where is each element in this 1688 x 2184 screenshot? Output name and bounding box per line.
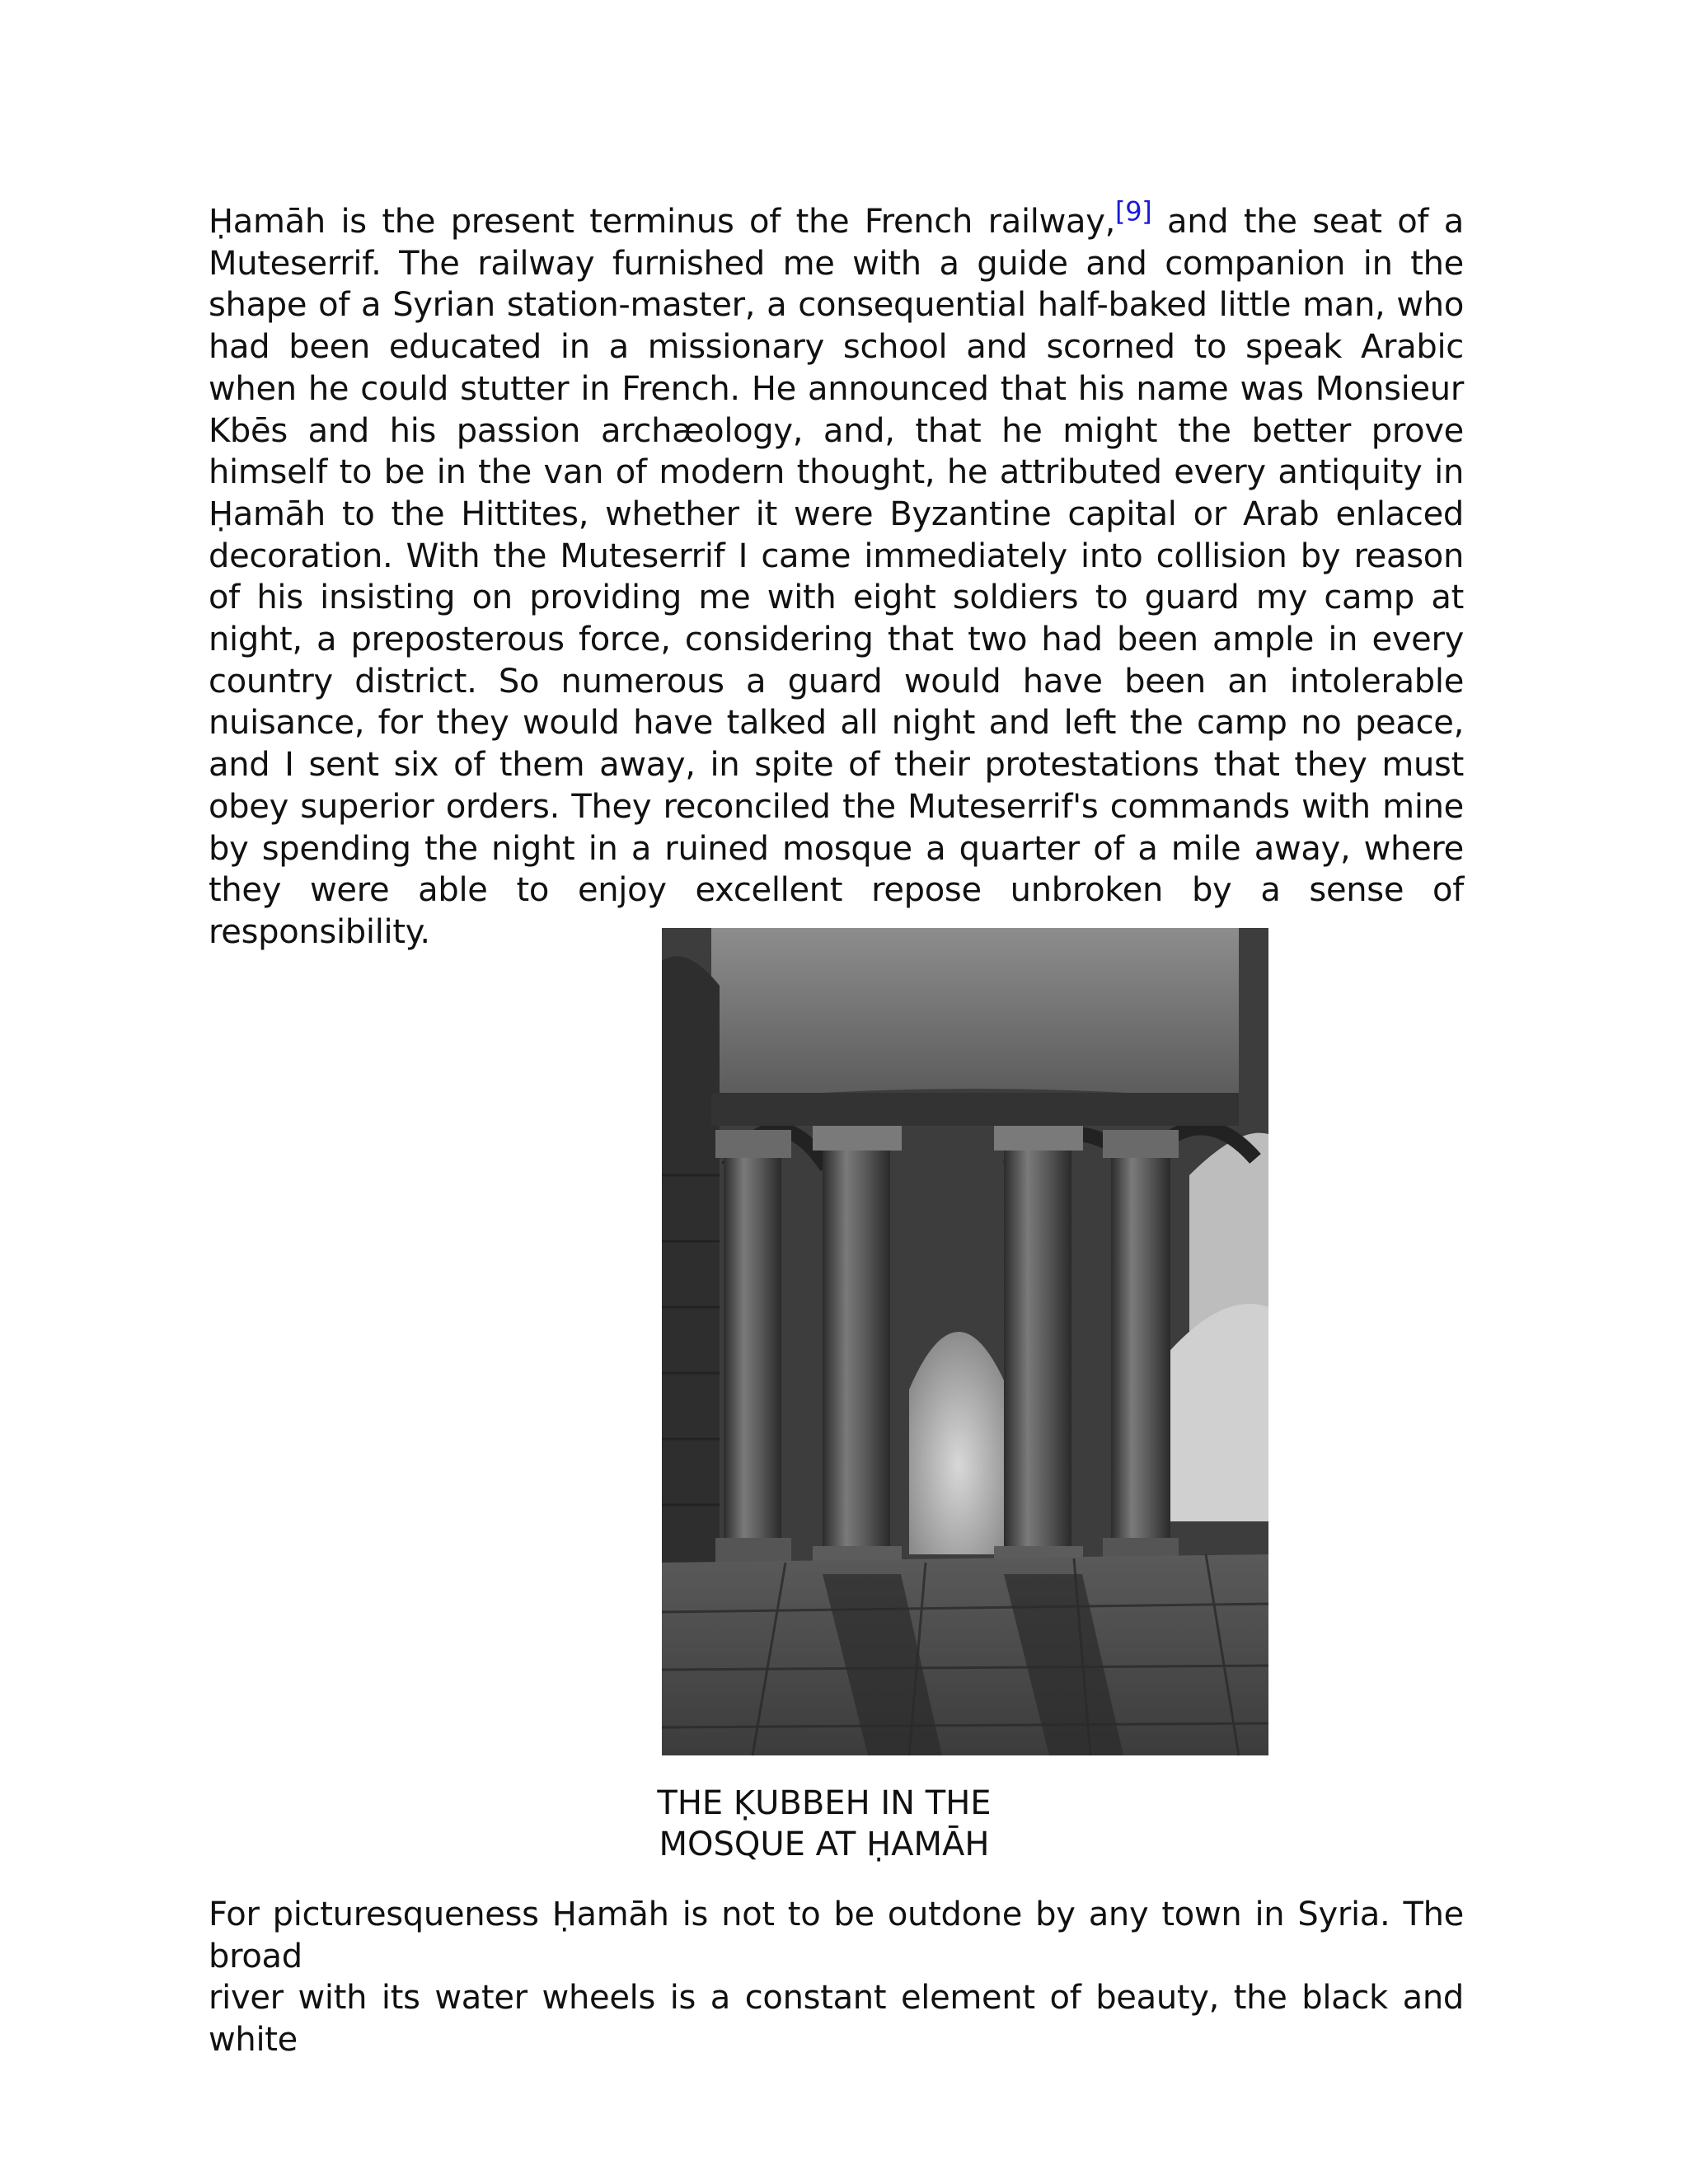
- paragraph-text: and the seat of a Muteserrif. The railway furnished me with a guide and companion in the shape of a Syrian station-master, a consequential half-baked little man, who had been educated in a missionary school and scorned to speak Arabic when he could stutter in French. He announced that his name was Monsieur Kbēs and his passion archæology, and, that he might the better prove himself to be in the van of modern thought, he attributed every antiquity in Ḥamāh to the Hittites, whether it were Byzantine capital or Arab enlaced decoration. With the Muteserrif I came immediately into collision by reason of his insisting on providing me with eight soldiers to guard my camp at night, a preposterous force, considering that two had been ample in every country district. So numerous a guard would have been an intolerable nuisance, for they would have talked all night and left the camp no peace, and I sent six of them away, in spite of their protestations that they must obey superior orders. They reconciled the Muteserrif's commands with mine by spending the night in a ruined mosque a quarter of a mile away, where they were able to enjoy excellent repose unbroken by a sense of responsibility.: [209, 203, 1464, 951]
- paragraph-text: Ḥamāh is the present terminus of the French railway,: [209, 203, 1116, 241]
- paragraph-line: For picturesqueness Ḥamāh is not to be outdone by any town in Syria. The broad: [209, 1896, 1464, 1975]
- mosque-photograph: [662, 928, 1268, 1755]
- paragraph-line: river with its water wheels is a constant element of beauty, the black and white: [209, 1979, 1464, 2060]
- caption-line: MOSQUE AT ḤAMĀH: [659, 1825, 990, 1863]
- body-paragraph: [209, 1894, 1464, 2060]
- figure-caption: [635, 1783, 1014, 1865]
- footnote-link[interactable]: [9]: [1115, 195, 1152, 227]
- caption-line: THE ḲUBBEH IN THE: [657, 1784, 992, 1822]
- body-paragraph: [209, 195, 1464, 954]
